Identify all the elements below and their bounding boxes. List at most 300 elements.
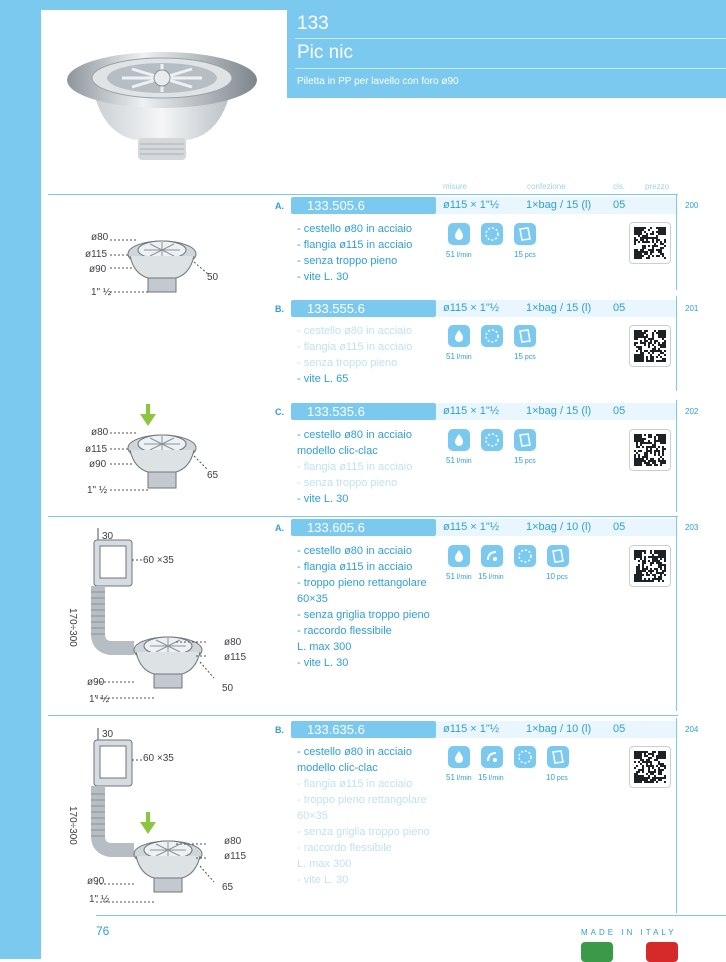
qr-module (642, 761, 644, 763)
feature-item: modello clic-clac (297, 445, 378, 457)
qr-module (660, 564, 662, 566)
qr-module (654, 574, 656, 576)
qr-module (656, 239, 658, 241)
article-info-bar (436, 300, 676, 317)
qr-module (662, 462, 664, 464)
qr-module (646, 239, 648, 241)
qr-module (660, 346, 662, 348)
qr-module (664, 438, 666, 440)
qr-module (640, 759, 642, 761)
dimension-label: 30 (102, 729, 114, 740)
qr-module (664, 775, 666, 777)
qr-module (658, 580, 660, 582)
feature-item: - cestello ø80 in acciaio (297, 325, 412, 337)
qr-module (654, 568, 656, 570)
pieces-caption: 10 pcs (546, 773, 568, 782)
qr-module (662, 458, 664, 460)
qr-module (658, 458, 660, 460)
qr-module (664, 558, 666, 560)
qr-module (652, 560, 654, 562)
qr-module (636, 338, 638, 340)
qr-module (658, 769, 660, 771)
pieces-icon (514, 325, 536, 347)
qr-module (638, 436, 640, 438)
qr-module (638, 574, 640, 576)
qr-module (652, 249, 654, 251)
qr-module (634, 454, 636, 456)
row-letter: B. (275, 304, 284, 314)
qr-module (642, 759, 644, 761)
feature-list (297, 323, 412, 387)
qr-module (660, 771, 662, 773)
qr-module (634, 257, 636, 259)
qr-module (654, 440, 656, 442)
qr-module (648, 757, 650, 759)
qr-module (640, 440, 642, 442)
qr-module (660, 777, 662, 779)
qr-module (640, 434, 642, 436)
qr-module (642, 769, 644, 771)
qr-module (660, 763, 662, 765)
qr-code[interactable] (629, 429, 671, 471)
qr-module (638, 330, 640, 332)
qr-module (644, 330, 646, 332)
dimension-label: 1" ½ (91, 287, 112, 298)
flow-rate-icon (448, 746, 470, 768)
qr-module (644, 237, 646, 239)
qr-module (642, 249, 644, 251)
qr-module (648, 462, 650, 464)
feature-item: - raccordo flessibile (297, 625, 392, 637)
qr-code[interactable] (629, 222, 671, 264)
qr-module (658, 438, 660, 440)
dimension-label: 1" ½ (87, 485, 108, 496)
qr-module (642, 255, 644, 257)
qr-module (664, 568, 666, 570)
dimension-label: ø80 (91, 427, 109, 438)
qr-module (634, 239, 636, 241)
qr-module (658, 564, 660, 566)
qr-module (660, 434, 662, 436)
qr-module (662, 255, 664, 257)
qr-module (634, 251, 636, 253)
qr-module (660, 247, 662, 249)
qr-module (656, 556, 658, 558)
column-header-confezione: confezione (527, 182, 566, 191)
qr-module (650, 562, 652, 564)
qr-module (640, 356, 642, 358)
qr-module (652, 755, 654, 757)
article-pack: 1×bag / 10 (l) (526, 521, 592, 533)
qr-module (662, 231, 664, 233)
qr-module (650, 452, 652, 454)
qr-module (656, 255, 658, 257)
qr-module (640, 572, 642, 574)
qr-module (638, 456, 640, 458)
qr-module (656, 227, 658, 229)
qr-module (646, 350, 648, 352)
qr-module (654, 243, 656, 245)
qr-module (638, 332, 640, 334)
qr-module (656, 241, 658, 243)
qr-module (642, 564, 644, 566)
qr-module (656, 340, 658, 342)
qr-module (644, 227, 646, 229)
qr-module (638, 751, 640, 753)
qr-module (652, 239, 654, 241)
qr-module (652, 348, 654, 350)
qr-module (658, 550, 660, 552)
feature-item: modello clic-clac (297, 762, 378, 774)
qr-module (654, 576, 656, 578)
qr-module (634, 334, 636, 336)
qr-module (640, 576, 642, 578)
qr-module (638, 566, 640, 568)
qr-module (634, 554, 636, 556)
package-icon (481, 325, 503, 347)
qr-module (648, 771, 650, 773)
qr-module (652, 777, 654, 779)
qr-module (648, 769, 650, 771)
qr-module (652, 753, 654, 755)
qr-module (638, 460, 640, 462)
feature-item: - vite L. 30 (297, 271, 349, 283)
qr-module (662, 436, 664, 438)
qr-module (658, 779, 660, 781)
qr-module (638, 761, 640, 763)
qr-module (658, 767, 660, 769)
qr-module (660, 253, 662, 255)
qr-module (640, 255, 642, 257)
qr-module (646, 464, 648, 466)
qr-module (654, 759, 656, 761)
qr-module (658, 440, 660, 442)
qr-module (656, 350, 658, 352)
qr-module (636, 249, 638, 251)
qr-module (640, 751, 642, 753)
feature-list (297, 221, 412, 285)
qr-module (636, 458, 638, 460)
qr-module (636, 462, 638, 464)
qr-module (636, 239, 638, 241)
qr-module (652, 356, 654, 358)
qr-module (650, 233, 652, 235)
flow-rate-caption: 51 l/min (446, 352, 472, 361)
qr-module (638, 554, 640, 556)
qr-module (646, 765, 648, 767)
qr-module (642, 239, 644, 241)
qr-module (644, 556, 646, 558)
qr-module (652, 751, 654, 753)
qr-module (644, 456, 646, 458)
qr-module (664, 460, 666, 462)
qr-module (656, 759, 658, 761)
dimension-label: ø90 (89, 264, 107, 275)
qr-module (638, 440, 640, 442)
qr-module (634, 438, 636, 440)
qr-module (648, 767, 650, 769)
feature-list (297, 543, 430, 671)
qr-module (640, 550, 642, 552)
qr-module (656, 440, 658, 442)
qr-module (634, 761, 636, 763)
column-header-misure: misure (443, 182, 468, 191)
dimension-label: ø115 (224, 652, 247, 663)
qr-module (646, 448, 648, 450)
qr-module (664, 552, 666, 554)
qr-module (654, 779, 656, 781)
qr-module (644, 247, 646, 249)
qr-module (644, 245, 646, 247)
qr-module (640, 354, 642, 356)
qr-module (644, 761, 646, 763)
qr-module (640, 237, 642, 239)
qr-module (656, 781, 658, 783)
qr-module (662, 570, 664, 572)
qr-module (644, 550, 646, 552)
qr-module (648, 460, 650, 462)
qr-module (662, 442, 664, 444)
qr-module (656, 755, 658, 757)
qr-module (658, 227, 660, 229)
qr-module (648, 759, 650, 761)
qr-module (636, 442, 638, 444)
qr-module (654, 777, 656, 779)
qr-module (658, 578, 660, 580)
qr-module (642, 356, 644, 358)
article-info-bar (436, 403, 676, 420)
qr-module (664, 566, 666, 568)
qr-module (644, 779, 646, 781)
qr-module (648, 753, 650, 755)
qr-module (664, 350, 666, 352)
pieces-icon (514, 223, 536, 245)
qr-module (646, 781, 648, 783)
qr-module (656, 332, 658, 334)
qr-module (654, 446, 656, 448)
qr-module (648, 342, 650, 344)
qr-module (654, 560, 656, 562)
dimension-label: 1" ½ (89, 894, 110, 905)
qr-module (650, 550, 652, 552)
qr-module (648, 578, 650, 580)
qr-module (634, 550, 636, 552)
qr-module (638, 560, 640, 562)
qr-module (644, 442, 646, 444)
qr-module (654, 464, 656, 466)
feature-item: - cestello ø80 in acciaio (297, 746, 412, 758)
qr-module (662, 554, 664, 556)
qr-module (654, 438, 656, 440)
qr-module (650, 442, 652, 444)
feature-list (297, 744, 430, 888)
flow-rate-icon (448, 325, 470, 347)
qr-module (664, 344, 666, 346)
dimension-label: 60 ×35 (143, 555, 174, 566)
qr-module (634, 227, 636, 229)
qr-module (664, 229, 666, 231)
qr-module (636, 356, 638, 358)
qr-module (660, 241, 662, 243)
qr-module (656, 558, 658, 560)
qr-module (654, 769, 656, 771)
qr-module (646, 777, 648, 779)
qr-module (640, 450, 642, 452)
feature-item: - flangia ø115 in acciaio (297, 778, 413, 790)
qr-module (644, 344, 646, 346)
qr-module (642, 245, 644, 247)
pieces-icon (514, 429, 536, 451)
qr-module (652, 344, 654, 346)
qr-module (652, 350, 654, 352)
qr-module (638, 253, 640, 255)
qr-module (634, 751, 636, 753)
qr-module (638, 464, 640, 466)
qr-module (662, 358, 664, 360)
qr-module (656, 777, 658, 779)
qr-module (664, 245, 666, 247)
qr-module (664, 346, 666, 348)
article-size: ø115 × 1"½ (443, 199, 499, 211)
flow-rate-caption: 51 l/min (446, 773, 472, 782)
qr-module (634, 237, 636, 239)
qr-module (640, 360, 642, 362)
product-family-code: 133 (297, 13, 329, 34)
qr-module (660, 755, 662, 757)
qr-module (638, 251, 640, 253)
qr-module (638, 348, 640, 350)
qr-module (652, 460, 654, 462)
qr-module (640, 458, 642, 460)
qr-module (662, 755, 664, 757)
qr-module (640, 757, 642, 759)
qr-code[interactable] (629, 325, 671, 367)
qr-module (650, 761, 652, 763)
qr-module (640, 436, 642, 438)
qr-module (640, 554, 642, 556)
article-info-bar (436, 519, 676, 536)
qr-module (644, 332, 646, 334)
qr-module (636, 580, 638, 582)
feature-item: - cestello ø80 in acciaio (297, 545, 412, 557)
qr-module (648, 245, 650, 247)
qr-module (634, 462, 636, 464)
qr-module (638, 570, 640, 572)
qr-module (664, 257, 666, 259)
qr-module (664, 434, 666, 436)
qr-module (634, 458, 636, 460)
qr-module (658, 450, 660, 452)
qr-module (648, 249, 650, 251)
feature-item: - senza troppo pieno (297, 477, 398, 489)
qr-module (654, 578, 656, 580)
qr-module (644, 336, 646, 338)
qr-module (638, 757, 640, 759)
qr-module (652, 558, 654, 560)
qr-module (640, 350, 642, 352)
qr-module (642, 460, 644, 462)
pieces-icon (547, 545, 569, 567)
qr-module (662, 580, 664, 582)
qr-module (664, 239, 666, 241)
qr-module (640, 570, 642, 572)
qr-module (638, 360, 640, 362)
feature-item: - vite L. 30 (297, 493, 349, 505)
qr-module (662, 753, 664, 755)
dimension-label: 30 (102, 531, 114, 542)
dimension-label: ø80 (91, 232, 109, 243)
qr-module (652, 336, 654, 338)
qr-module (660, 336, 662, 338)
qr-module (640, 775, 642, 777)
feature-item: - senza troppo pieno (297, 357, 398, 369)
qr-module (640, 342, 642, 344)
feature-item: L. max 300 (297, 858, 352, 870)
qr-module (642, 247, 644, 249)
qr-module (650, 572, 652, 574)
qr-module (636, 229, 638, 231)
qr-module (642, 241, 644, 243)
qr-module (662, 440, 664, 442)
qr-code[interactable] (629, 746, 671, 788)
qr-module (638, 434, 640, 436)
qr-module (660, 344, 662, 346)
qr-module (660, 352, 662, 354)
feature-item: 60×35 (297, 593, 328, 605)
qr-module (652, 562, 654, 564)
qr-module (640, 334, 642, 336)
qr-module (662, 777, 664, 779)
qr-module (642, 574, 644, 576)
article-cls: 05 (613, 405, 626, 417)
qr-module (650, 556, 652, 558)
qr-module (634, 358, 636, 360)
qr-module (662, 572, 664, 574)
qr-module (662, 438, 664, 440)
qr-module (658, 562, 660, 564)
dimension-label: 1" ½ (89, 694, 110, 705)
qr-module (658, 753, 660, 755)
qr-module (644, 568, 646, 570)
qr-module (644, 231, 646, 233)
qr-module (648, 229, 650, 231)
qr-module (642, 227, 644, 229)
qr-module (638, 552, 640, 554)
qr-module (646, 235, 648, 237)
qr-module (646, 340, 648, 342)
qr-module (658, 334, 660, 336)
qr-module (634, 243, 636, 245)
qr-module (650, 765, 652, 767)
qr-module (662, 434, 664, 436)
dimension-label: 170÷300 (67, 806, 78, 845)
qr-module (646, 580, 648, 582)
qr-module (654, 462, 656, 464)
column-header-prezzo: prezzo (645, 182, 670, 191)
qr-module (640, 251, 642, 253)
qr-module (652, 338, 654, 340)
qr-module (664, 360, 666, 362)
qr-module (664, 765, 666, 767)
qr-module (640, 346, 642, 348)
qr-module (654, 552, 656, 554)
row-border (676, 718, 677, 913)
qr-module (646, 358, 648, 360)
qr-code[interactable] (629, 545, 671, 587)
qr-module (634, 342, 636, 344)
qr-module (658, 350, 660, 352)
qr-module (654, 751, 656, 753)
